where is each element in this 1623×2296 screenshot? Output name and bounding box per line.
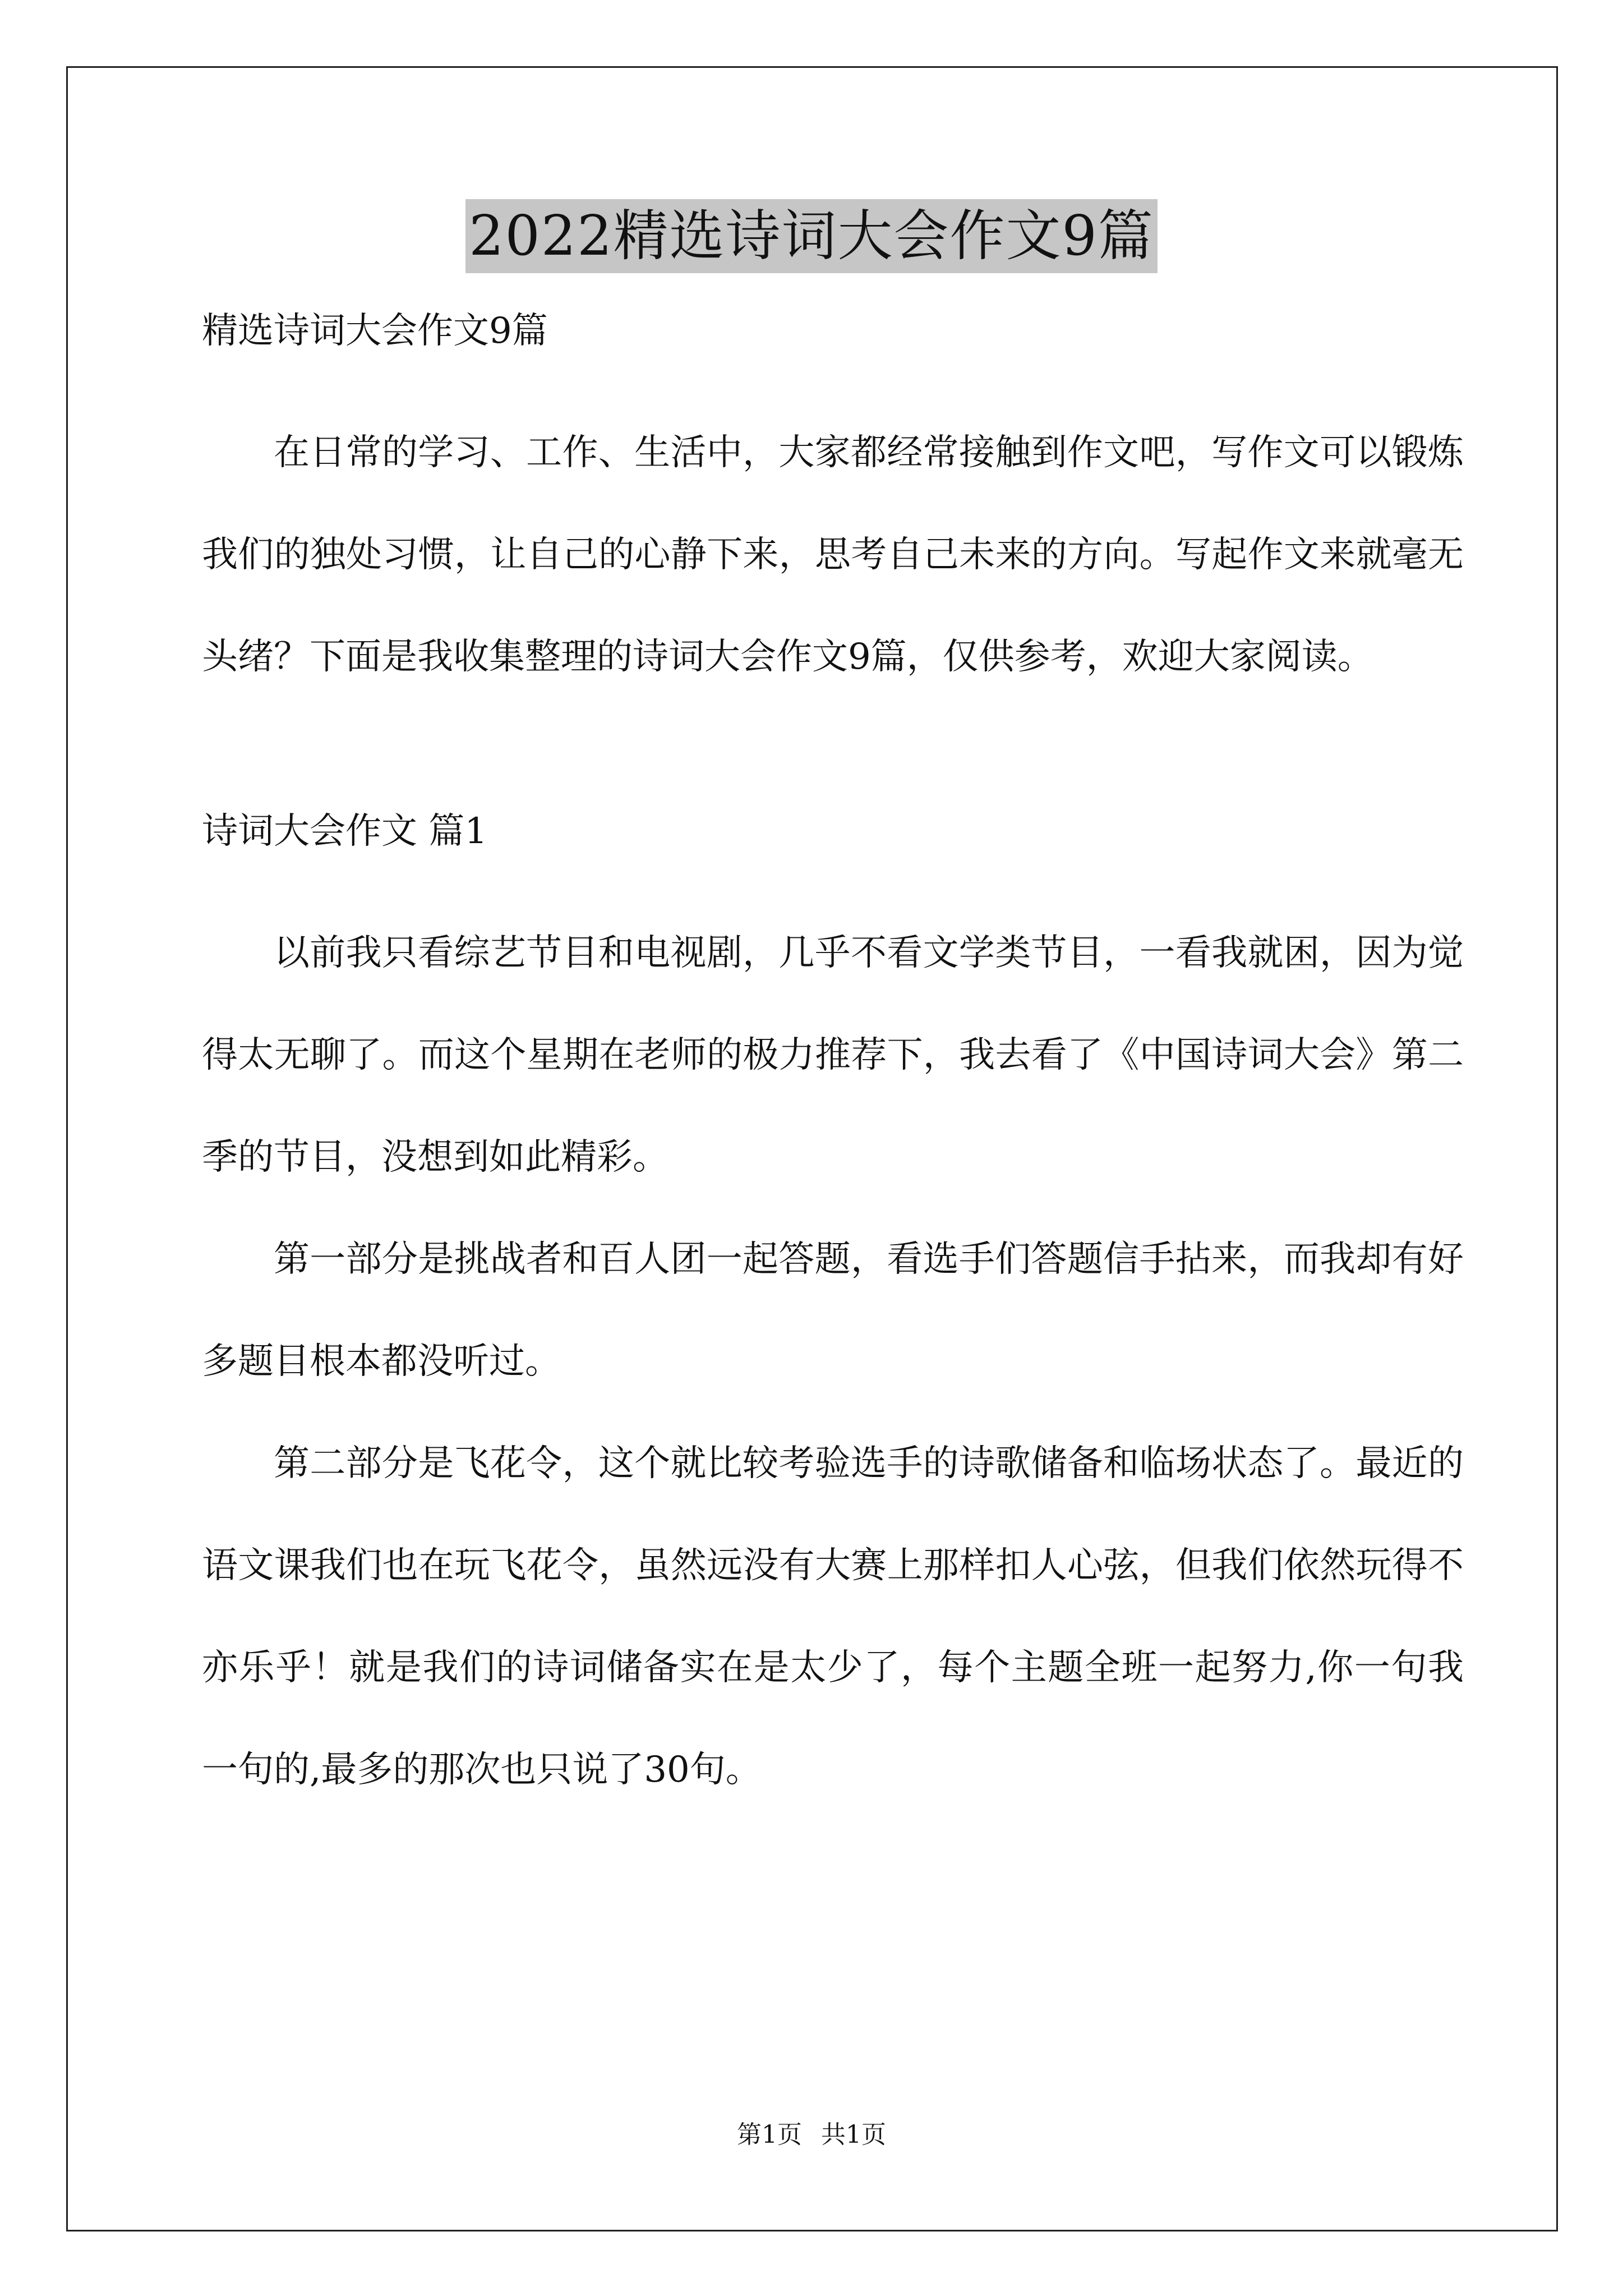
- section-heading: 诗词大会作文 篇1: [202, 811, 488, 852]
- document-subtitle: 精选诗词大会作文9篇: [202, 310, 548, 352]
- page-number-current: 第1页: [737, 2120, 802, 2149]
- title-container: [0, 199, 1623, 273]
- page-number-total: 共1页: [821, 2120, 886, 2149]
- body-paragraph: 第一部分是挑战者和百人团一起答题，看选手们答题信手拈来，而我却有好多题目根本都没听过。: [202, 1239, 1464, 1382]
- intro-paragraph: 在日常的学习、工作、生活中，大家都经常接触到作文吧，写作文可以锻炼我们的独处习惯，让自己的心静下来，思考自己未来的方向。写起作文来就毫无头绪？下面是我收集整理的诗词大会作文9篇，仅供参考，欢迎大家阅读。: [202, 432, 1464, 678]
- document-body: [202, 303, 1464, 1821]
- document-title: 2022精选诗词大会作文9篇: [465, 199, 1158, 273]
- body-paragraph: 以前我只看综艺节目和电视剧，几乎不看文学类节目，一看我就困，因为觉得太无聊了。而这个星期在老师的极力推荐下，我去看了《中国诗词大会》第二季的节目，没想到如此精彩。: [202, 932, 1464, 1178]
- page-footer: [0, 2118, 1623, 2152]
- body-paragraph: 第二部分是飞花令，这个就比较考验选手的诗歌储备和临场状态了。最近的语文课我们也在玩飞花令，虽然远没有大赛上那样扣人心弦，但我们依然玩得不亦乐乎！就是我们的诗词储备实在是太少了，每个主题全班一起努力,你一句我一句的,最多的那次也只说了30句。: [202, 1443, 1464, 1791]
